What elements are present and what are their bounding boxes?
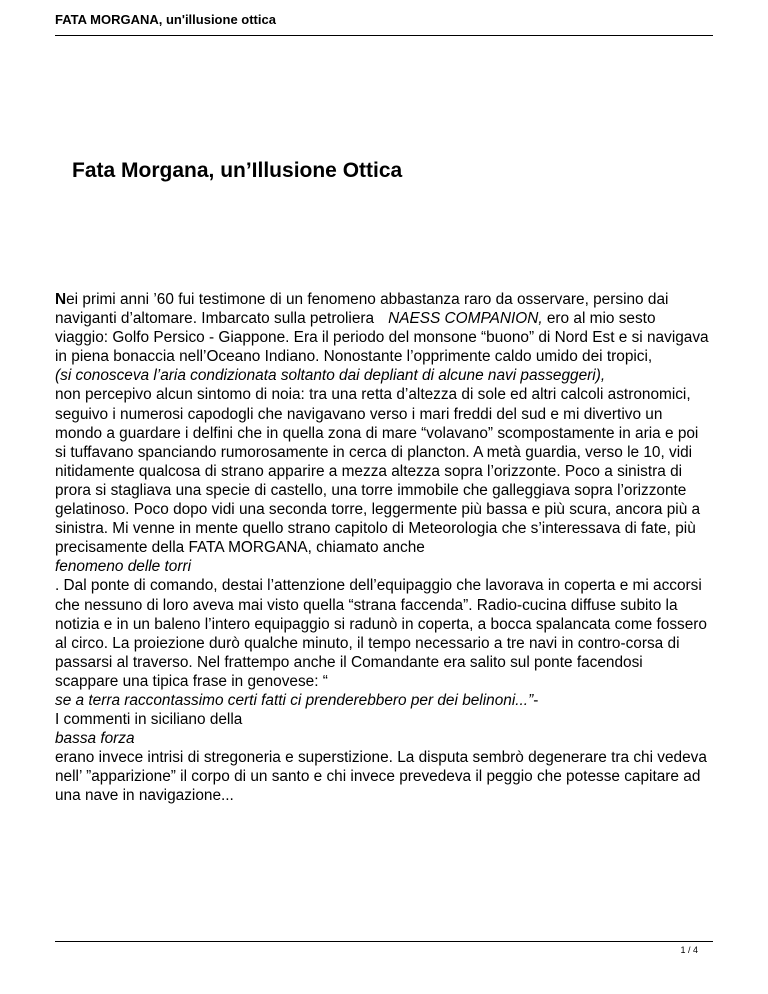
body-line-italic: bassa forza (55, 730, 135, 748)
body-line: si tuffavano spanciando rumorosamente in cerca di plancton. A metà guardia, verso le 10, vidi (55, 443, 693, 461)
body-line: una nave in navigazione... (55, 787, 234, 805)
body-line: in piena bonaccia nell’Oceano Indiano. Nonostante l’opprimente caldo umido dei tropici, (55, 348, 653, 366)
body-line: sinistra. Mi venne in mente quello strano capitolo di Meteorologia che s’interessava di fate, più (55, 520, 696, 538)
article-title: Fata Morgana, un’Illusione Ottica (72, 159, 403, 182)
running-header: FATA MORGANA, un'illusione ottica (55, 12, 276, 27)
body-line: scappare una tipica frase in genovese: “ (55, 672, 328, 690)
body-line: precisamente della FATA MORGANA, chiamato anche (55, 539, 425, 557)
body-line: . Dal ponte di comando, destai l’attenzione dell’equipaggio che lavorava in coperta e mi accorsi (55, 577, 702, 595)
drop-cap: N (55, 291, 67, 308)
footer-divider (55, 941, 713, 942)
quote-italic: se a terra raccontassimo certi fatti ci prenderebbero per dei belinoni...” (55, 691, 534, 709)
body-text-segment: - (533, 691, 539, 709)
body-line: gelatinoso. Poco dopo vidi una seconda torre, leggermente più bassa e più scura, ancora più a (55, 501, 701, 519)
body-line (55, 309, 720, 328)
body-line: notizia e in un baleno l’intero equipaggio si radunò in coperta, a bocca spalancata come fossero (55, 615, 707, 633)
body-line: mondo a guardare i delfini che in quella zona di mare “volavano” scompostamente in aria e poi (55, 424, 699, 442)
body-line: prora si stagliava una specie di castello, una torre immobile che galleggiava sopra l’orizzonte (55, 481, 687, 499)
article-body (55, 290, 720, 806)
body-text-segment: ei primi anni ’60 fui testimone di un fenomeno abbastanza raro da osservare, persino dai (66, 291, 669, 308)
body-line: seguivo i numerosi capodogli che navigavano verso i mari freddi del sud e mi divertivo un (55, 405, 663, 423)
body-line: nell’ ”apparizione” il corpo di un santo e chi invece prevedeva il peggio che potesse capitare ad (55, 768, 701, 786)
body-line (55, 691, 720, 710)
body-line: I commenti in siciliano della (55, 711, 243, 729)
body-line: al circo. La proiezione durò qualche minuto, il tempo necessario a tre navi in contro-corsa di (55, 634, 680, 652)
body-line: viaggio: Golfo Persico - Giappone. Era il periodo del monsone “buono” di Nord Est e si navigava (55, 329, 709, 347)
body-line: non percepivo alcun sintomo di noia: tra una retta d’altezza di sole ed altri calcoli astronomici, (55, 386, 691, 404)
body-text-segment: ero al mio sesto (542, 310, 656, 328)
body-line: nitidamente qualcosa di strano apparire a mezza altezza sopra l’orizzonte. Poco a sinistra di (55, 462, 683, 480)
body-line: che nessuno di loro aveva mai visto quella “strana faccenda”. Radio-cucina diffuse subito la (55, 596, 678, 614)
ship-name: NAESS COMPANION, (388, 310, 543, 328)
body-text-segment: naviganti d’altomare. Imbarcato sulla petroliera (55, 310, 375, 328)
body-line: passarsi al traverso. Nel frattempo anche il Comandante era salito sul ponte facendosi (55, 653, 643, 671)
body-line (55, 290, 720, 309)
page-number: 1 / 4 (680, 945, 698, 955)
body-line-italic: fenomeno delle torri (55, 558, 192, 576)
header-divider (55, 35, 713, 36)
body-line-italic: (si conosceva l’aria condizionata soltanto dai depliant di alcune navi passeggeri), (55, 367, 606, 385)
body-line: erano invece intrisi di stregoneria e superstizione. La disputa sembrò degenerare tra chi vedeva (55, 749, 707, 767)
